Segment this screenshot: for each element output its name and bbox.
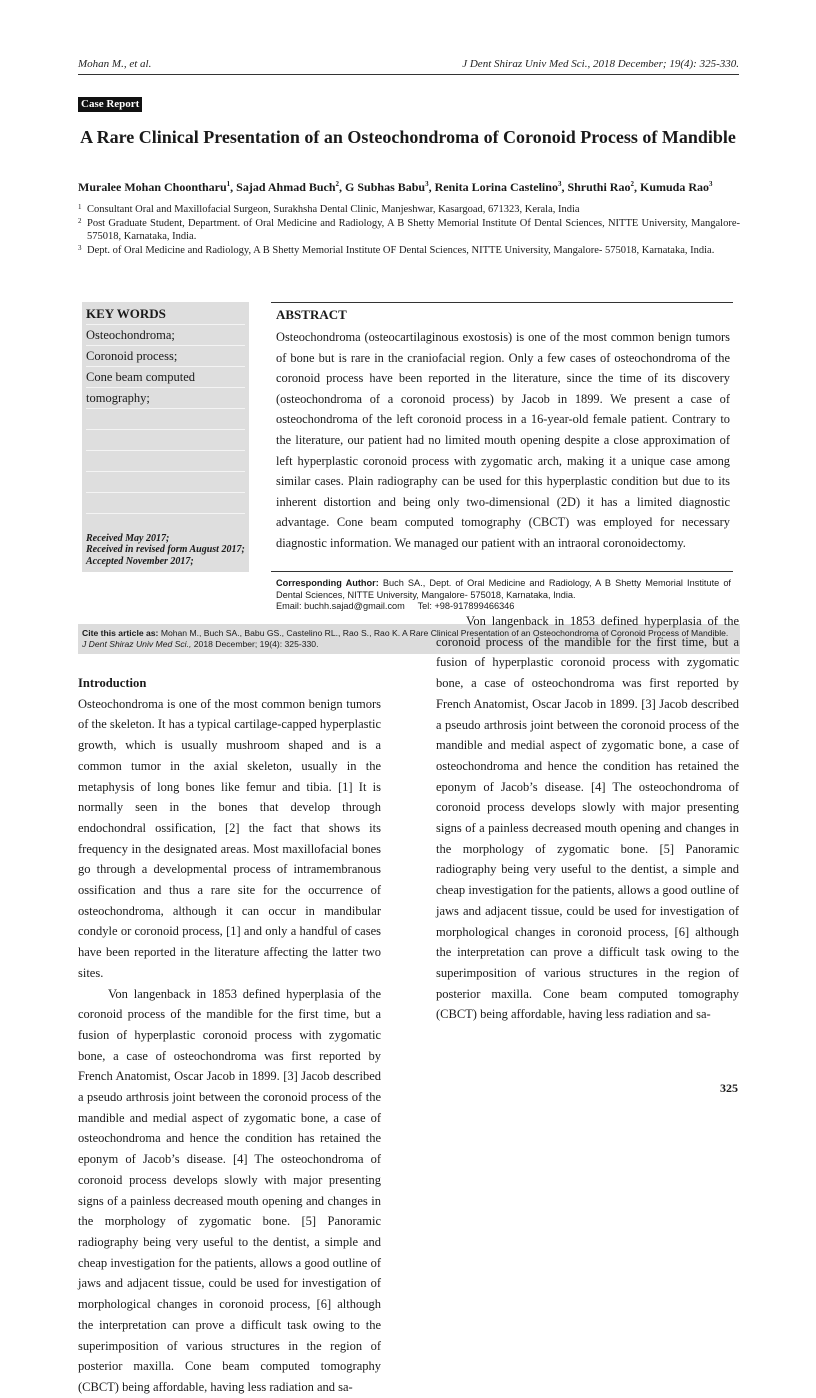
corresponding-label: Corresponding Author: bbox=[276, 578, 379, 588]
keywords-box bbox=[82, 302, 249, 572]
received-date: Received May 2017; bbox=[86, 532, 170, 544]
keyword-blank-row bbox=[86, 451, 245, 472]
author-separator: , bbox=[561, 180, 568, 194]
affiliation-text: Post Graduate Student, Department. of Oral Medicine and Radiology, A B Shetty Memorial Institute Of Dental Sciences, NITTE University, Mangalore- 575018, Karnataka, India. bbox=[87, 217, 740, 242]
author-separator: , bbox=[633, 180, 640, 194]
abstract-bottom-rule bbox=[271, 571, 733, 572]
affiliation-text: Dept. of Oral Medicine and Radiology, A B Shetty Memorial Institute OF Dental Sciences, NITTE University, Mangalore- 575018, Karnataka, India. bbox=[87, 244, 715, 256]
affiliation-list bbox=[78, 203, 740, 257]
corresponding-email: Email: buchh.sajad@gmail.com bbox=[276, 601, 405, 611]
body-column-left bbox=[78, 673, 381, 1394]
article-dates bbox=[86, 533, 245, 568]
keyword-blank-row bbox=[86, 493, 245, 514]
body-paragraph-continued bbox=[436, 611, 739, 1025]
article-title: A Rare Clinical Presentation of an Osteochondroma of Coronoid Process of Mandible bbox=[80, 127, 736, 147]
author-name: Kumuda Rao bbox=[639, 180, 710, 194]
citation-label: Cite this article as: bbox=[82, 628, 159, 638]
body-paragraph-flow-text: Von langenback in 1853 defined hyperplasia of the coronoid process of the mandible for the first time, but a fusion of hyperplastic coronoid process with zygomatic bone, a case of osteochondroma was first reported by French Anatomist, Oscar Jacob in 1899. [3] Jacob described a pseudo arthrosis joint between the coronoid process of the mandible and medial aspect of zygomatic bone, a case of osteochondroma and hence the condition has retained the eponym of Jacob’s disease. [4] The osteochondroma of coronoid process develops slowly with major presenting signs of a painless decreased mouth opening and changes in the morphology of zygomatic bone. [5] Panoramic radiography being very useful to the dentist, a simple and cheap investigation for the patients, allows a good outline of jaws and adjacent tissue, could be used for investigation of morphological changes in coronoid process, [6] although the interpretation can prove a difficult task owing to the superimposition of various structures in the region of posterior maxilla. Cone beam computed tomography (CBCT) being affordable, having less radiation and sa- bbox=[436, 614, 739, 1022]
body-paragraph bbox=[78, 984, 381, 1394]
author-separator: , bbox=[428, 180, 435, 194]
keyword-item: Cone beam computed bbox=[86, 367, 245, 388]
affiliation-text: Consultant Oral and Maxillofacial Surgeon, Surakhsha Dental Clinic, Manjeshwar, Kasargoad, 671323, Kerala, India bbox=[87, 204, 580, 215]
body-paragraph-flow bbox=[436, 611, 739, 1025]
author-affiliation-mark: 2 bbox=[630, 180, 634, 188]
author-affiliation-mark: 1 bbox=[226, 180, 231, 188]
article-type-tag: Case Report bbox=[78, 97, 142, 112]
author-affiliation-mark: 3 bbox=[709, 180, 713, 188]
affiliation-number: 1 bbox=[78, 203, 82, 211]
running-head-journal: J Dent Shiraz Univ Med Sci., 2018 December; 19(4): 325-330. bbox=[462, 58, 739, 70]
body-paragraph-text: Von langenback in 1853 defined hyperplasia of the coronoid process of the mandible for the first time, but a fusion of hyperplastic coronoid process with zygomatic bone, a case of osteochondroma was first reported by French Anatomist, Oscar Jacob in 1899. [3] Jacob described a pseudo arthrosis joint between the coronoid process of the mandible and medial aspect of zygomatic bone, a case of osteochondroma and hence the condition has retained the eponym of Jacob’s disease. [4] The osteochondroma of coronoid process develops slowly with major presenting signs of a painless decreased mouth opening and changes in the morphology of zygomatic bone. [5] Panoramic radiography being very useful to the dentist, a simple and cheap investigation for the patients, allows a good outline of jaws and adjacent tissue, could be used for investigation of morphological changes in coronoid process, [6] although the interpretation can prove a difficult task owing to the superimposition of various structures in the region of posterior maxilla. Cone beam computed tomography (CBCT) being affordable, having less radiation and sa- bbox=[78, 986, 381, 1394]
accepted-date: Accepted November 2017; bbox=[86, 555, 194, 567]
keyword-blank-row bbox=[86, 409, 245, 430]
header-rule bbox=[78, 74, 739, 75]
citation-journal: J Dent Shiraz Univ Med Sci., bbox=[82, 639, 192, 649]
keyword-item: Osteochondroma; bbox=[86, 325, 245, 346]
author-name: G Subhas Babu bbox=[345, 180, 426, 194]
keyword-item: tomography; bbox=[86, 388, 245, 409]
abstract-top-rule bbox=[271, 302, 733, 303]
author-list bbox=[78, 176, 758, 195]
affiliation-item bbox=[78, 203, 740, 217]
affiliation-item bbox=[78, 217, 740, 244]
revised-date: Received in revised form August 2017; bbox=[86, 544, 245, 555]
affiliation-number: 2 bbox=[78, 216, 82, 225]
author-separator: , bbox=[230, 180, 237, 194]
keyword-blank-row bbox=[86, 430, 245, 451]
affiliation-item bbox=[78, 244, 740, 258]
affiliation-number: 3 bbox=[78, 243, 82, 252]
abstract-text: Osteochondroma (osteocartilaginous exostosis) is one of the most common benign tumors of bone but is rare in the craniofacial region. Only a few cases of osteochondroma of the coronoid process have been reported in the literature, since the time of its discovery (osteochondroma of a coronoid process) by Jacob in 1899. We present a case of osteochondroma of the left coronoid process in a 16-year-old female patient. Contrary to the literature, our patient had no limited mouth opening despite a close approximation of left hyperplastic coronoid process with zygomatic arch, making it a unique case among similar cases. Plain radiography can be used for this hyperplastic condition but due to its inherent distortion and being only two-dimensional (2D) it has a limited diagnostic advantage. Cone beam computed tomography (CBCT) was employed for necessary diagnostic information. We managed our patient with an intraoral coronoidectomy. bbox=[276, 330, 730, 550]
corresponding-phone: Tel: +98-917899466346 bbox=[417, 601, 515, 611]
corresponding-author bbox=[276, 578, 731, 613]
citation-text: Mohan M., Buch SA., Babu GS., Castelino RL., Rao S., Rao K. A Rare Clinical Presentation of an Osteochondroma of Coronoid Process of Mandible. bbox=[160, 628, 729, 638]
author-affiliation-mark: 3 bbox=[557, 180, 562, 188]
page-number: 325 bbox=[720, 1081, 738, 1095]
running-head-authors: Mohan M., et al. bbox=[78, 58, 152, 70]
author-name: Renita Lorina Castelino bbox=[434, 180, 558, 194]
section-heading-introduction: Introduction bbox=[78, 676, 147, 690]
author-affiliation-mark: 3 bbox=[425, 180, 429, 188]
keyword-item: Coronoid process; bbox=[86, 346, 245, 367]
citation-issue: 2018 December; 19(4): 325-330. bbox=[193, 639, 319, 649]
body-paragraph: Osteochondroma is one of the most common benign tumors of the skeleton. It has a typical cartilage-capped hyperplastic growth, which is usually mushroom shaped and is a common tumor in the axial skeleton, usually in the metaphysis of long bones like femur and tibia. [1] It is normally seen in the bones that develop through endochondral ossification, [2] the fact that shows its frequency in the designated areas. Most maxillofacial bones go through a developmental process of intramembranous ossification and thus a rare site for the occurrence of osteochondroma, although it can occur in mandibular condyle or coronoid process, [1] and only a handful of cases have been reported in the literature affecting the latter two sites. bbox=[78, 696, 381, 980]
keywords-heading: KEY WORDS bbox=[86, 305, 245, 325]
keyword-blank-row bbox=[86, 472, 245, 493]
abstract-heading: ABSTRACT bbox=[276, 307, 347, 322]
author-name: Muralee Mohan Choontharu bbox=[78, 180, 227, 194]
author-name: Shruthi Rao bbox=[567, 180, 631, 194]
author-name: Sajad Ahmad Buch bbox=[236, 180, 336, 194]
corresponding-address: Buch SA., Dept. of Oral Medicine and Radiology, A B Shetty Memorial Institute of Dental Sciences, NITTE University, Mangalore- 575018, Karnataka, India. bbox=[276, 578, 731, 600]
author-separator: , bbox=[339, 180, 346, 194]
author-affiliation-mark: 2 bbox=[335, 180, 340, 188]
